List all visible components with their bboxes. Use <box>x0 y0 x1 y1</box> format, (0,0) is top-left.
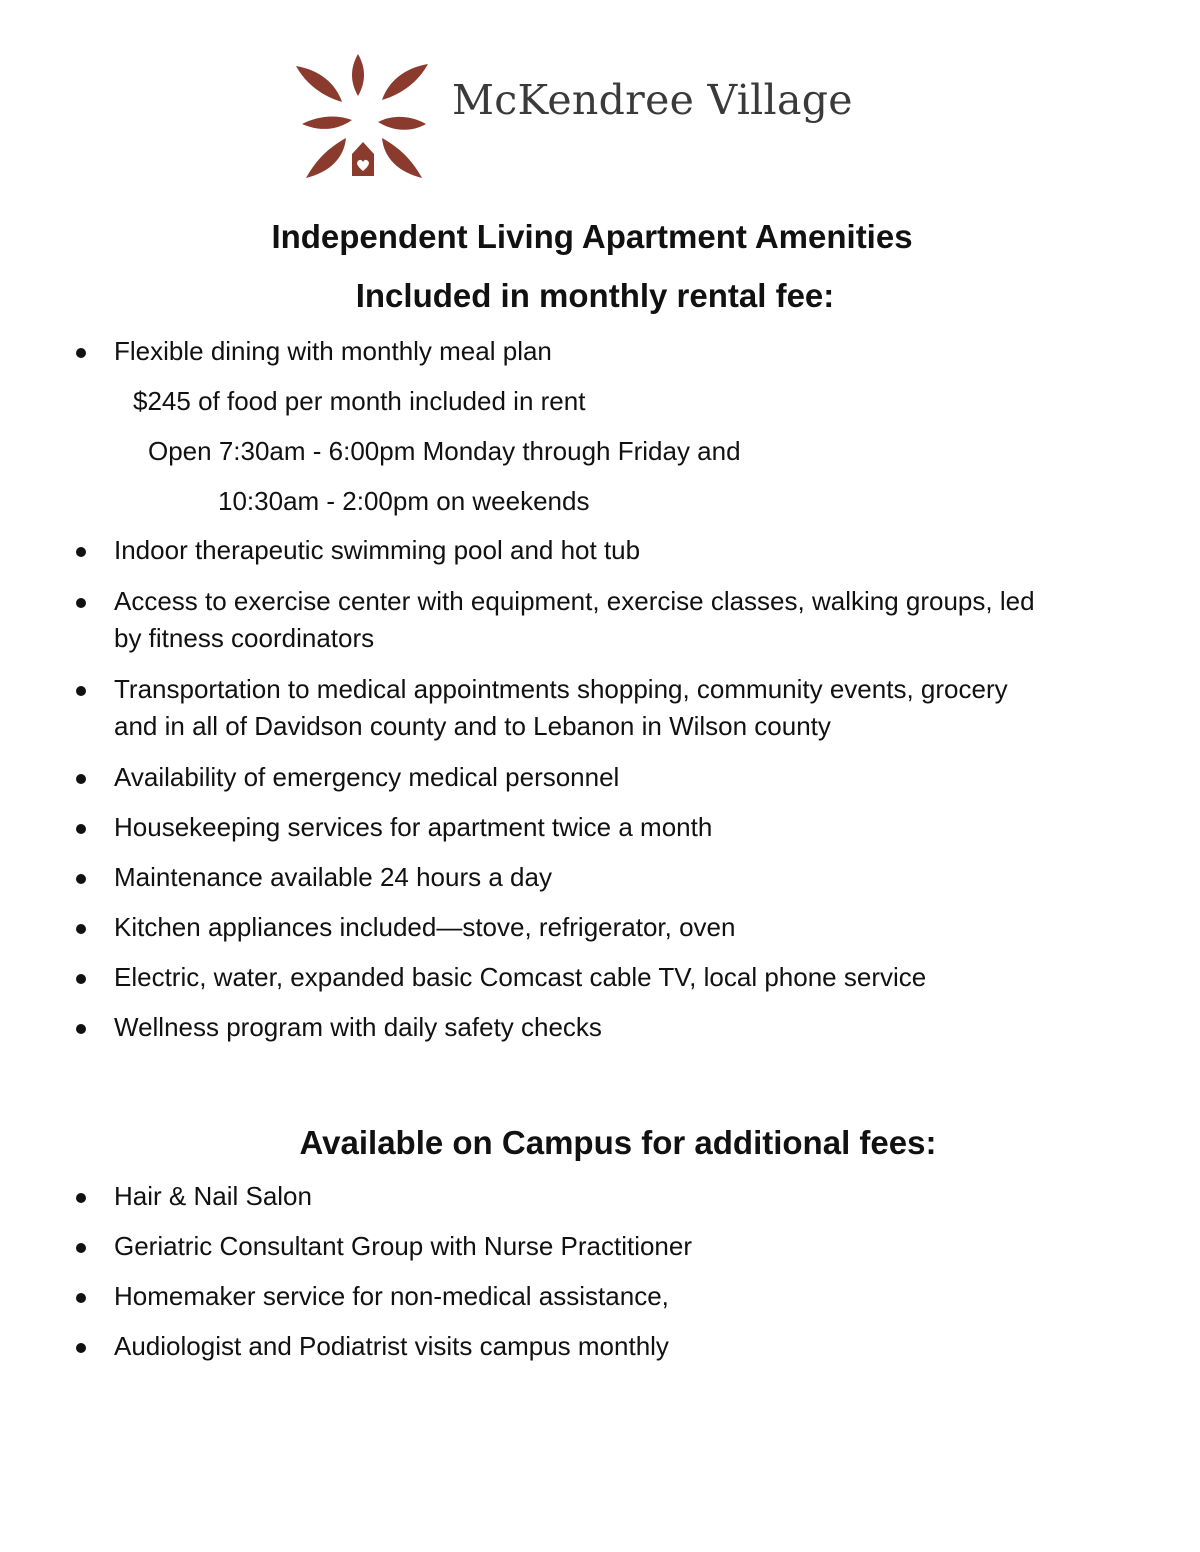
dining-detail-budget: $245 of food per month included in rent <box>133 386 586 416</box>
bullet <box>76 974 86 984</box>
list-item-pool: Indoor therapeutic swimming pool and hot tub <box>114 535 641 565</box>
list-item-wellness: Wellness program with daily safety checks <box>114 1012 602 1042</box>
dining-detail-weekend-hours: 10:30am - 2:00pm on weekends <box>218 486 590 516</box>
bullet <box>76 1343 86 1353</box>
list-item-maintenance: Maintenance available 24 hours a day <box>114 862 552 892</box>
page-title: Independent Living Apartment Amenities <box>271 218 913 255</box>
bullet <box>76 874 86 884</box>
bullet <box>76 686 86 696</box>
bullet <box>76 1024 86 1034</box>
list-item-dining: Flexible dining with monthly meal plan <box>114 336 552 366</box>
included-heading: Included in monthly rental fee: <box>355 277 835 314</box>
petal-upper-right <box>382 64 428 100</box>
list-item-exercise: Access to exercise center with equipment, exercise classes, walking groups, led <box>114 586 1035 616</box>
list-item-salon: Hair & Nail Salon <box>114 1181 312 1211</box>
petal-top <box>352 54 364 96</box>
bullet <box>76 1193 86 1203</box>
bullet <box>76 1243 86 1253</box>
list-item-geriatric: Geriatric Consultant Group with Nurse Practitioner <box>114 1231 693 1261</box>
bullet <box>76 774 86 784</box>
bullet <box>76 348 86 358</box>
bullet <box>76 1293 86 1303</box>
petal-right <box>378 117 426 130</box>
bullet <box>76 598 86 608</box>
list-item-audiology: Audiologist and Podiatrist visits campus monthly <box>114 1331 669 1361</box>
list-item-kitchen: Kitchen appliances included—stove, refrigerator, oven <box>114 912 736 942</box>
flower-logo-icon <box>296 54 430 184</box>
list-item-housekeeping: Housekeeping services for apartment twice a month <box>114 812 713 842</box>
petal-lower-left <box>306 138 346 178</box>
list-item-transportation: Transportation to medical appointments shopping, community events, grocery <box>114 674 1008 704</box>
list-item-transportation-cont: and in all of Davidson county and to Lebanon in Wilson county <box>114 711 831 741</box>
bullet <box>76 547 86 557</box>
list-item-exercise-cont: by fitness coordinators <box>114 623 375 653</box>
list-item-utilities: Electric, water, expanded basic Comcast cable TV, local phone service <box>114 962 927 992</box>
petal-lower-right <box>382 138 422 178</box>
petal-upper-left <box>296 66 342 102</box>
dining-detail-weekday-hours: Open 7:30am - 6:00pm Monday through Friday and <box>148 436 741 466</box>
petal-left <box>302 117 352 129</box>
list-item-homemaker: Homemaker service for non-medical assistance, <box>114 1281 669 1311</box>
additional-heading: Available on Campus for additional fees: <box>299 1124 937 1161</box>
logo <box>296 54 856 189</box>
bullet <box>76 824 86 834</box>
brand-name: McKendree Village <box>452 76 853 124</box>
bullet <box>76 924 86 934</box>
list-item-emergency: Availability of emergency medical personnel <box>114 762 620 792</box>
